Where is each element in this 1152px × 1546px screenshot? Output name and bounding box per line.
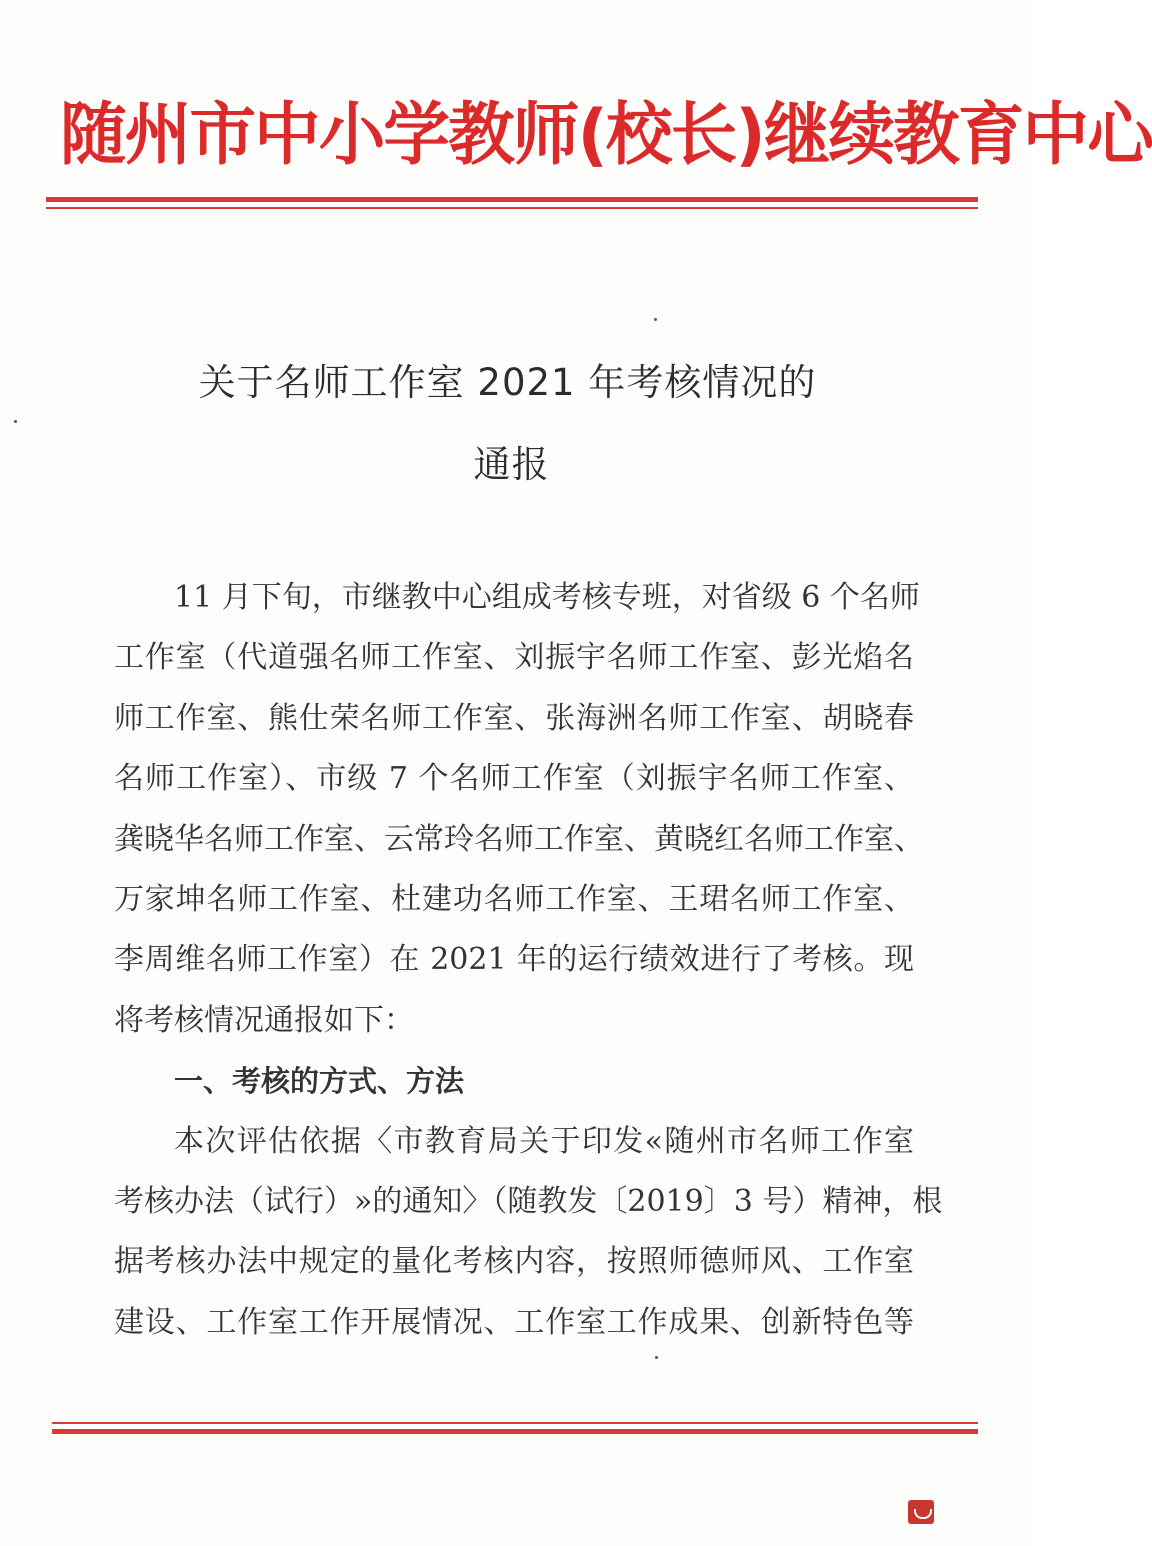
body-line: 龚晓华名师工作室、云常玲名师工作室、黄晓红名师工作室、 — [114, 821, 924, 857]
section-heading: 一、考核的方式、方法 — [174, 1064, 465, 1099]
document-title-line-1: 关于名师工作室 2021 年考核情况的 — [198, 361, 817, 404]
body-line: 本次评估依据〈市教育局关于印发«随州市名师工作室 — [174, 1123, 914, 1159]
letterhead-rule-thick — [46, 197, 978, 202]
footer-rule-thick — [52, 1429, 978, 1434]
footer-rule-thin — [52, 1422, 978, 1424]
document-title-line-2: 通报 — [473, 443, 550, 486]
scan-speck — [655, 1356, 658, 1359]
body-line: 工作室（代道强名师工作室、刘振宇名师工作室、彭光焰名 — [114, 640, 914, 676]
body-line: 万家坤名师工作室、杜建功名师工作室、王珺名师工作室、 — [114, 881, 914, 917]
body-line: 名师工作室）、市级 7 个名师工作室（刘振宇名师工作室、 — [114, 761, 914, 797]
scan-speck — [654, 318, 657, 321]
letterhead-org-name: 随州市中小学教师(校长)继续教育中心 — [60, 96, 1152, 175]
body-line: 师工作室、熊仕荣名师工作室、张海洲名师工作室、胡晓春 — [114, 700, 914, 736]
letterhead-rule-thin — [46, 207, 978, 209]
document-body — [114, 568, 943, 1353]
body-line: 李周维名师工作室）在 2021 年的运行绩效进行了考核。现 — [114, 942, 914, 978]
body-line: 建设、工作室工作开展情况、工作室工作成果、创新特色等 — [114, 1304, 914, 1340]
scan-speck — [14, 420, 17, 423]
logo-badge-icon — [908, 1500, 934, 1524]
body-line: 考核办法（试行）»的通知〉（随教发〔2019〕3 号）精神，根 — [114, 1183, 943, 1219]
body-line: 据考核办法中规定的量化考核内容，按照师德师风、工作室 — [114, 1244, 914, 1280]
body-line: 将考核情况通报如下： — [114, 1002, 414, 1038]
body-line: 11 月下旬，市继教中心组成考核专班，对省级 6 个名师 — [174, 580, 920, 615]
